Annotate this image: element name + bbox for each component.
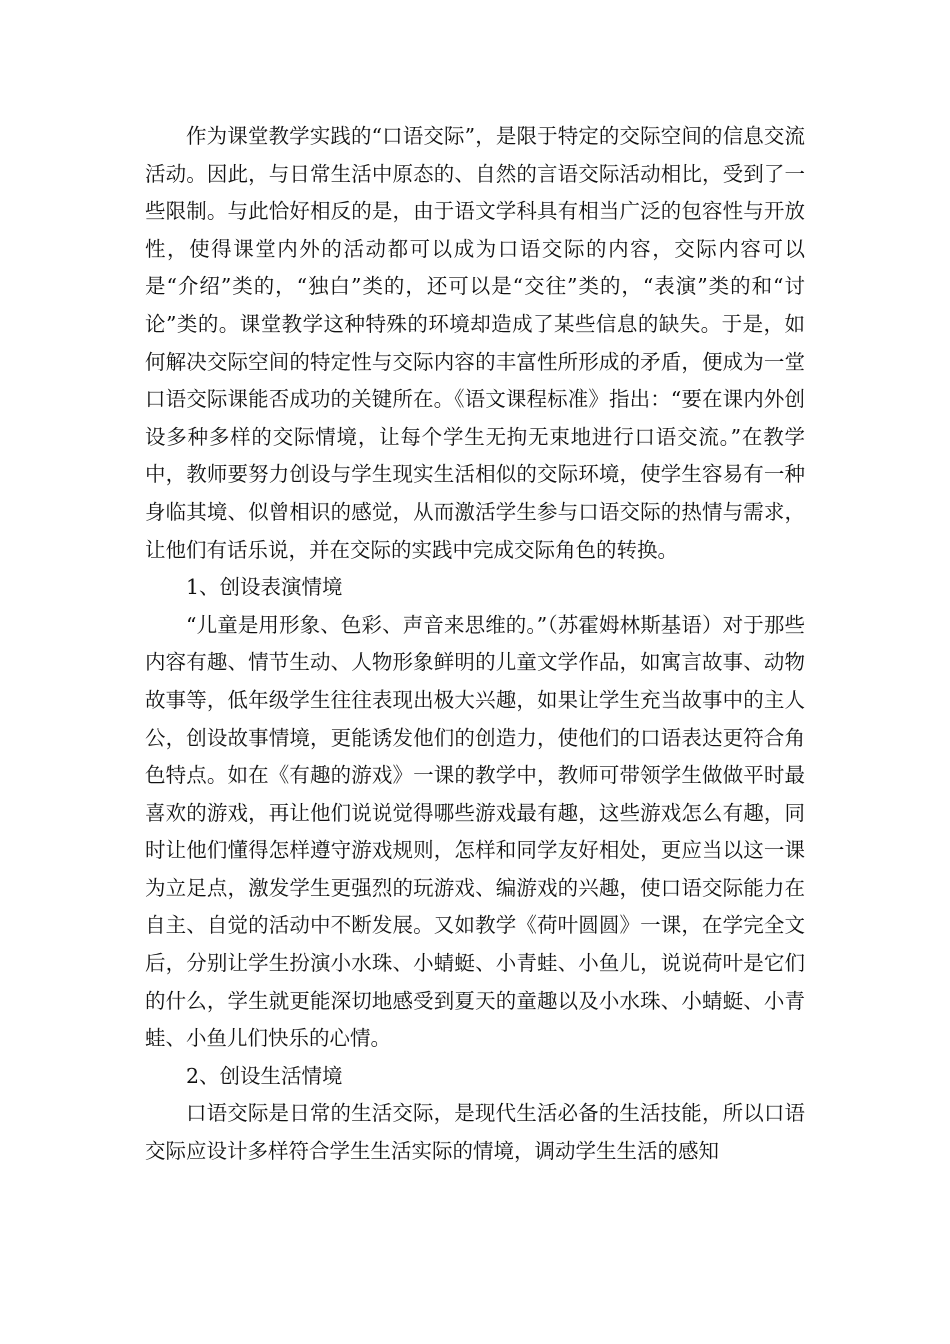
paragraph-intro: 作为课堂教学实践的“口语交际”，是限于特定的交际空间的信息交流活动。因此，与日常生活中原态的、自然的言语交际活动相比，受到了一些限制。与此恰好相反的是，由于语文学科具有相当广泛的包容性与开放性，使得课堂内外的活动都可以成为口语交际的内容，交际内容可以是“介绍”类的，“独白”类的，还可以是“交往”类的，“表演”类的和“讨论”类的。课堂教学这种特殊的环境却造成了某些信息的缺失。于是，如何解决交际空间的特定性与交际内容的丰富性所形成的矛盾，便成为一堂口语交际课能否成功的关键所在。《语文课程标准》指出：“要在课内外创设多种多样的交际情境，让每个学生无拘无束地进行口语交流。”在教学中，教师要努力创设与学生现实生活相似的交际环境，使学生容易有一种身临其境、似曾相识的感觉，从而激活学生参与口语交际的热情与需求，让他们有话乐说，并在交际的实践中完成交际角色的转换。	[145, 124, 805, 562]
document-page	[145, 118, 805, 1171]
paragraph-life: 口语交际是日常的生活交际，是现代生活必备的生活技能，所以口语交际应设计多样符合学生生活实际的情境，调动学生生活的感知	[145, 1101, 805, 1164]
section-heading-1: 1、创设表演情境	[186, 575, 343, 600]
paragraph-performance: “儿童是用形象、色彩、声音来思维的。”（苏霍姆林斯基语）对于那些内容有趣、情节生动、人物形象鲜明的儿童文学作品，如寓言故事、动物故事等，低年级学生往往表现出极大兴趣，如果让学生充当故事中的主人公，创设故事情境，更能诱发他们的创造力，使他们的口语表达更符合角色特点。如在《有趣的游戏》一课的教学中，教师可带领学生做做平时最喜欢的游戏，再让他们说说觉得哪些游戏最有趣，这些游戏怎么有趣，同时让他们懂得怎样遵守游戏规则，怎样和同学友好相处，更应当以这一课为立足点，激发学生更强烈的玩游戏、编游戏的兴趣，使口语交际能力在自主、自觉的活动中不断发展。又如教学《荷叶圆圆》一课，在学完全文后，分别让学生扮演小水珠、小蜻蜓、小青蛙、小鱼儿，说说荷叶是它们的什么，学生就更能深切地感受到夏天的童趣以及小水珠、小蜻蜓、小青蛙、小鱼儿们快乐的心情。	[145, 612, 805, 1051]
section-heading-2: 2、创设生活情境	[186, 1063, 343, 1088]
